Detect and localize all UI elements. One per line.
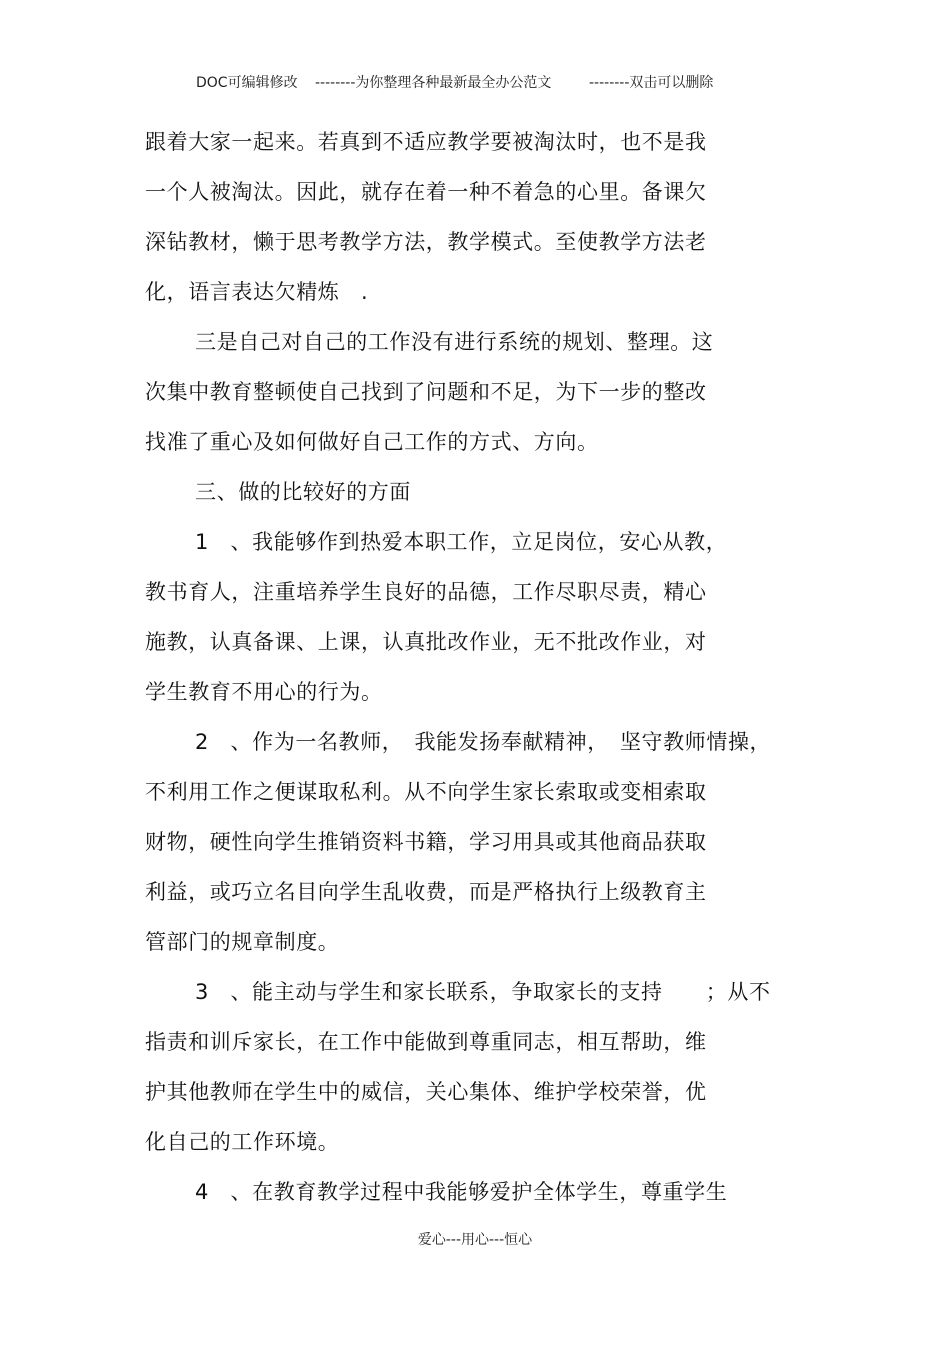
body-line: 学生教育不用心的行为。 — [145, 680, 383, 704]
body-line: 化自己的工作环境。 — [145, 1130, 340, 1154]
body-line: 跟着大家一起来。若真到不适应教学要被淘汰时，也不是我 — [145, 130, 707, 154]
body-line: 4 、在教育教学过程中我能够爱护全体学生，尊重学生 — [195, 1180, 728, 1204]
body-line: 利益，或巧立名目向学生乱收费，而是严格执行上级教育主 — [145, 880, 707, 904]
body-line: 1 、我能够作到热爱本职工作，立足岗位，安心从教， — [195, 530, 728, 554]
body-line: 3 、能主动与学生和家长联系，争取家长的支持 ；从不 — [195, 980, 771, 1004]
header-doc-label: DOC可编辑修改 — [196, 75, 298, 91]
body-line: 护其他教师在学生中的威信，关心集体、维护学校荣誉，优 — [145, 1080, 707, 1104]
body-line: 次集中教育整顿使自己找到了问题和不足，为下一步的整改 — [145, 380, 707, 404]
body-line: 指责和训斥家长，在工作中能做到尊重同志，相互帮助，维 — [145, 1030, 707, 1054]
body-line: 2 、作为一名教师， 我能发扬奉献精神， 坚守教师情操， — [195, 730, 772, 754]
body-line: 教书育人，注重培养学生良好的品德，工作尽职尽责，精心 — [145, 580, 707, 604]
body-line: 一个人被淘汰。因此，就存在着一种不着急的心里。备课欠 — [145, 180, 707, 204]
body-line: 施教，认真备课、上课，认真批改作业，无不批改作业，对 — [145, 630, 707, 654]
body-line: 化，语言表达欠精炼 . — [145, 280, 369, 304]
body-line: 不利用工作之便谋取私利。从不向学生家长索取或变相索取 — [145, 780, 707, 804]
body-line: 三是自己对自己的工作没有进行系统的规划、整理。这 — [195, 330, 714, 354]
body-line: 财物，硬性向学生推销资料书籍，学习用具或其他商品获取 — [145, 830, 707, 854]
header-middle-text: --------为你整理各种最新最全办公范文 — [315, 75, 552, 91]
body-line: 管部门的规章制度。 — [145, 930, 340, 954]
page-footer: 爱心---用心---恒心 — [417, 1232, 533, 1248]
body-line: 深钻教材，懒于思考教学方法，教学模式。至使教学方法老 — [145, 230, 707, 254]
header-right-text: --------双击可以删除 — [589, 75, 714, 91]
body-line: 找准了重心及如何做好自己工作的方式、方向。 — [145, 430, 599, 454]
section-heading: 三、做的比较好的方面 — [195, 480, 411, 504]
